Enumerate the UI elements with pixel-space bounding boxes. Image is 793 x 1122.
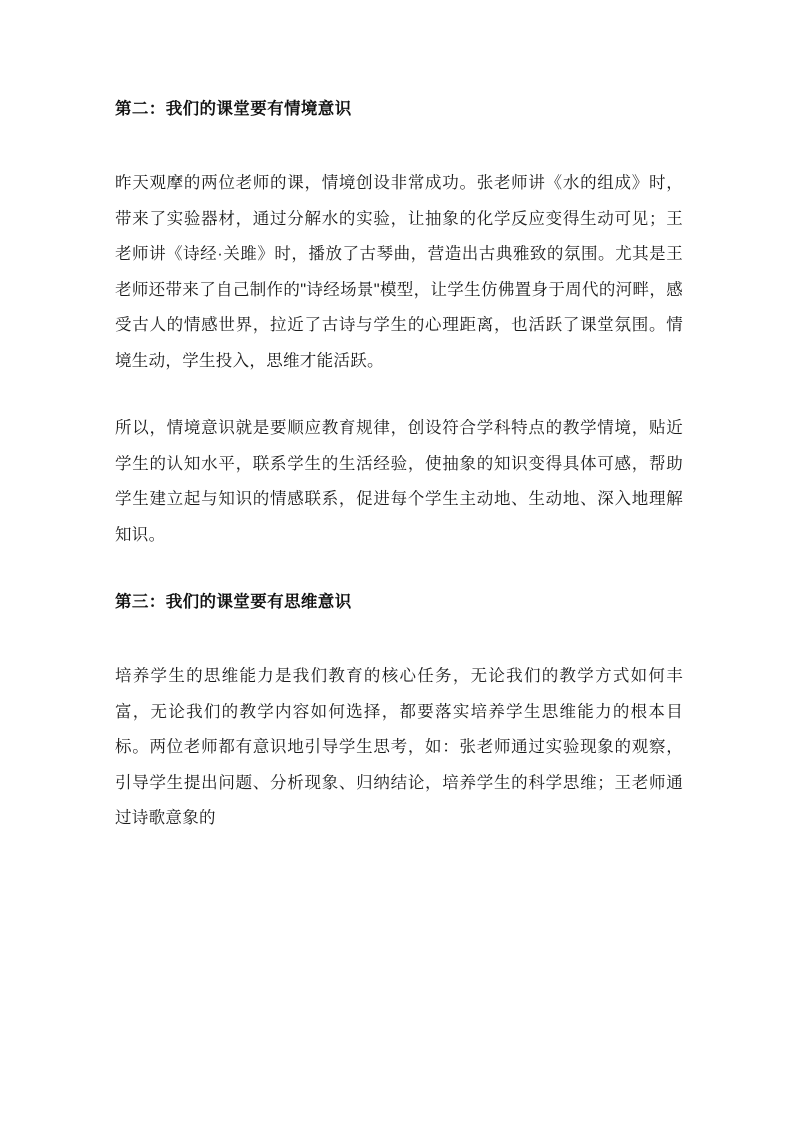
paragraph-situational-examples: 昨天观摩的两位老师的课，情境创设非常成功。张老师讲《水的组成》时，带来了实验器材，通过分解水的实验，让抽象的化学反应变得生动可见；王老师讲《诗经·关雎》时，播放了古琴曲，营造出古典雅致的氛围。尤其是王老师还带来了自己制作的"诗经场景"模型，让学生仿佛置身于周代的河畔，感受古人的情感世界，拉近了古诗与学生的心理距离，也活跃了课堂氛围。情境生动，学生投入，思维才能活跃。 — [115, 174, 683, 370]
paragraph-situational-definition: 所以，情境意识就是要顺应教育规律，创设符合学科特点的教学情境，贴近学生的认知水平，联系学生的生活经验，使抽象的知识变得具体可感，帮助学生建立起与知识的情感联系，促进每个学生主动地、生动地、深入地理解知识。 — [115, 419, 683, 544]
spacer — [115, 122, 683, 166]
section-heading-third: 第三：我们的课堂要有思维意识 — [115, 593, 352, 612]
document-body — [115, 96, 683, 837]
spacer — [115, 553, 683, 589]
spacer — [115, 379, 683, 411]
spacer — [115, 615, 683, 659]
section-heading-second: 第二：我们的课堂要有情境意识 — [115, 100, 352, 118]
paragraph-thinking-awareness: 培养学生的思维能力是我们教育的核心任务，无论我们的教学方式如何丰富，无论我们的教学内容如何选择，都要落实培养学生思维能力的根本目标。两位老师都有意识地引导学生思考，如：张老师通过实验现象的观察，引导学生提出问题、分析现象、归纳结论，培养学生的科学思维；王老师通过诗歌意象的 — [115, 667, 683, 828]
